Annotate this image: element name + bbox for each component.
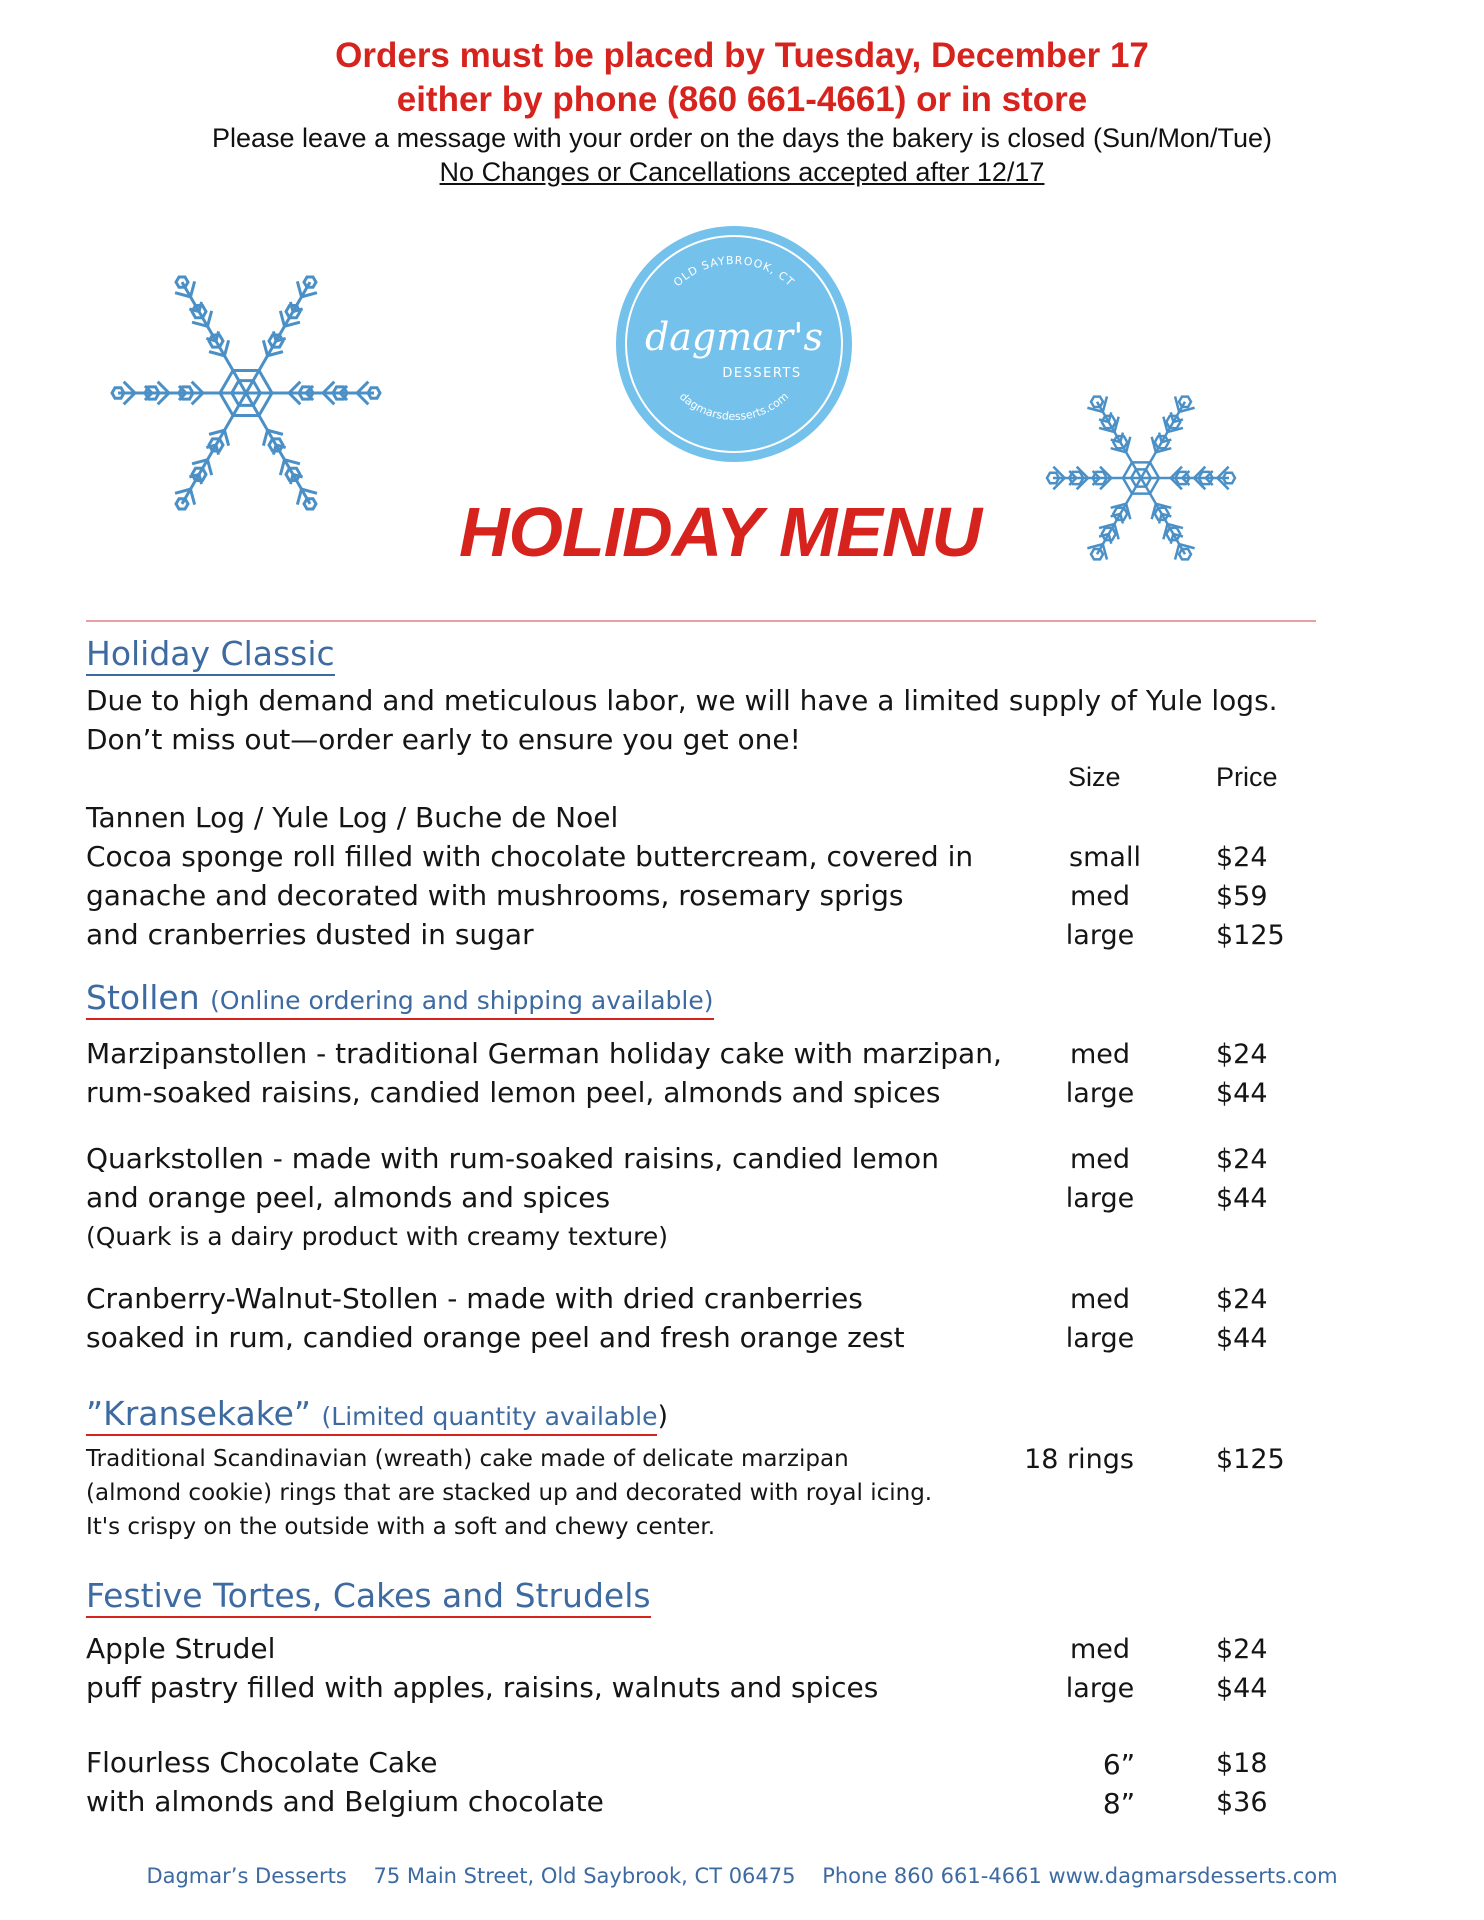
- menu-item-desc: Quarkstollen - made with rum-soaked raisins, candied lemon: [86, 1142, 939, 1175]
- page-title: HOLIDAY MENU: [458, 493, 982, 571]
- menu-item-desc: puff pastry filled with apples, raisins, walnuts and spices: [86, 1671, 879, 1704]
- item-price: $59: [1216, 881, 1268, 912]
- menu-item-desc: soaked in rum, candied orange peel and fresh orange zest: [86, 1321, 905, 1354]
- menu-item-desc: Marzipanstollen - traditional German holiday cake with marzipan,: [86, 1037, 1002, 1070]
- logo-location: OLD SAYBROOK, CT: [671, 253, 797, 290]
- order-methods: either by phone (860 661-4661) or in store: [396, 80, 1088, 119]
- item-size: 8”: [1102, 1787, 1136, 1820]
- menu-item-note: (Quark is a dairy product with creamy texture): [86, 1222, 669, 1251]
- menu-item-desc: Cocoa sponge roll filled with chocolate buttercream, covered in: [86, 840, 974, 873]
- item-size: large: [1065, 1673, 1135, 1704]
- order-deadline: Orders must be placed by Tuesday, December 17: [335, 36, 1149, 75]
- section-heading-festive: Festive Tortes, Cakes and Strudels: [86, 1576, 651, 1615]
- item-price: $44: [1216, 1078, 1268, 1109]
- size-column-header: Size: [1068, 762, 1121, 792]
- menu-item-desc: and cranberries dusted in sugar: [86, 918, 534, 951]
- item-price: $18: [1216, 1748, 1268, 1779]
- price-column-header: Price: [1216, 762, 1278, 792]
- logo-subtitle: DESSERTS: [722, 366, 802, 381]
- item-size: 18 rings: [1024, 1444, 1134, 1475]
- section-heading-stollen: Stollen (Online ordering and shipping available): [86, 978, 714, 1017]
- item-size: med: [1069, 1039, 1131, 1070]
- closed-days-note: Please leave a message with your order on the days the bakery is closed (Sun/Mon/Tue): [211, 123, 1273, 153]
- menu-item-desc: Cranberry-Walnut-Stollen - made with dried cranberries: [86, 1282, 863, 1315]
- item-size: large: [1065, 1323, 1135, 1354]
- divider: [86, 620, 1316, 622]
- classic-intro-line: Due to high demand and meticulous labor, we will have a limited supply of Yule logs.: [86, 684, 1278, 717]
- menu-item-name: Tannen Log / Yule Log / Buche de Noel: [86, 801, 619, 834]
- item-price: $24: [1216, 1144, 1268, 1175]
- item-size: large: [1065, 920, 1135, 951]
- section-heading-holiday-classic: Holiday Classic: [86, 634, 335, 673]
- item-price: $24: [1216, 1634, 1268, 1665]
- menu-item-desc: rum-soaked raisins, candied lemon peel, almonds and spices: [86, 1076, 941, 1109]
- item-price: $44: [1216, 1673, 1268, 1704]
- snowflake-icon: [96, 258, 396, 528]
- item-price: $36: [1216, 1787, 1268, 1818]
- menu-item-name: Apple Strudel: [86, 1632, 276, 1665]
- menu-item-desc: and orange peel, almonds and spices: [86, 1181, 611, 1214]
- item-size: large: [1065, 1078, 1135, 1109]
- item-price: $44: [1216, 1323, 1268, 1354]
- logo-name: dagmar's: [644, 315, 824, 359]
- section-heading-kransekake: ”Kransekake” (Limited quantity available): [86, 1394, 668, 1433]
- item-price: $24: [1216, 842, 1268, 873]
- item-size: med: [1069, 881, 1131, 912]
- menu-item-desc: (almond cookie) rings that are stacked up and decorated with royal icing.: [86, 1480, 933, 1506]
- item-size: small: [1069, 842, 1141, 873]
- item-price: $24: [1216, 1284, 1268, 1315]
- item-size: med: [1069, 1284, 1131, 1315]
- item-size: med: [1069, 1634, 1131, 1665]
- menu-item-desc: Traditional Scandinavian (wreath) cake made of delicate marzipan: [86, 1446, 849, 1472]
- item-size: large: [1065, 1183, 1135, 1214]
- menu-item-desc: ganache and decorated with mushrooms, rosemary sprigs: [86, 879, 904, 912]
- classic-intro-line: Don’t miss out—order early to ensure you get one!: [86, 723, 801, 756]
- logo-website: dagmarsdesserts.com: [676, 389, 792, 424]
- no-changes-note: No Changes or Cancellations accepted after 12/17: [439, 157, 1045, 187]
- menu-item-name: Flourless Chocolate Cake: [86, 1746, 438, 1779]
- item-price: $125: [1216, 1444, 1285, 1475]
- item-size: med: [1069, 1144, 1131, 1175]
- footer-contact: Dagmar’s Desserts 75 Main Street, Old Saybrook, CT 06475 Phone 860 661-4661 www.dagmarsdesserts.com: [146, 1864, 1338, 1888]
- item-price: $125: [1216, 920, 1285, 951]
- bakery-logo: [612, 222, 856, 466]
- item-price: $24: [1216, 1039, 1268, 1070]
- item-size: 6”: [1102, 1748, 1136, 1781]
- item-price: $44: [1216, 1183, 1268, 1214]
- menu-item-desc: It's crispy on the outside with a soft and chewy center.: [86, 1514, 716, 1540]
- menu-item-desc: with almonds and Belgium chocolate: [86, 1785, 604, 1818]
